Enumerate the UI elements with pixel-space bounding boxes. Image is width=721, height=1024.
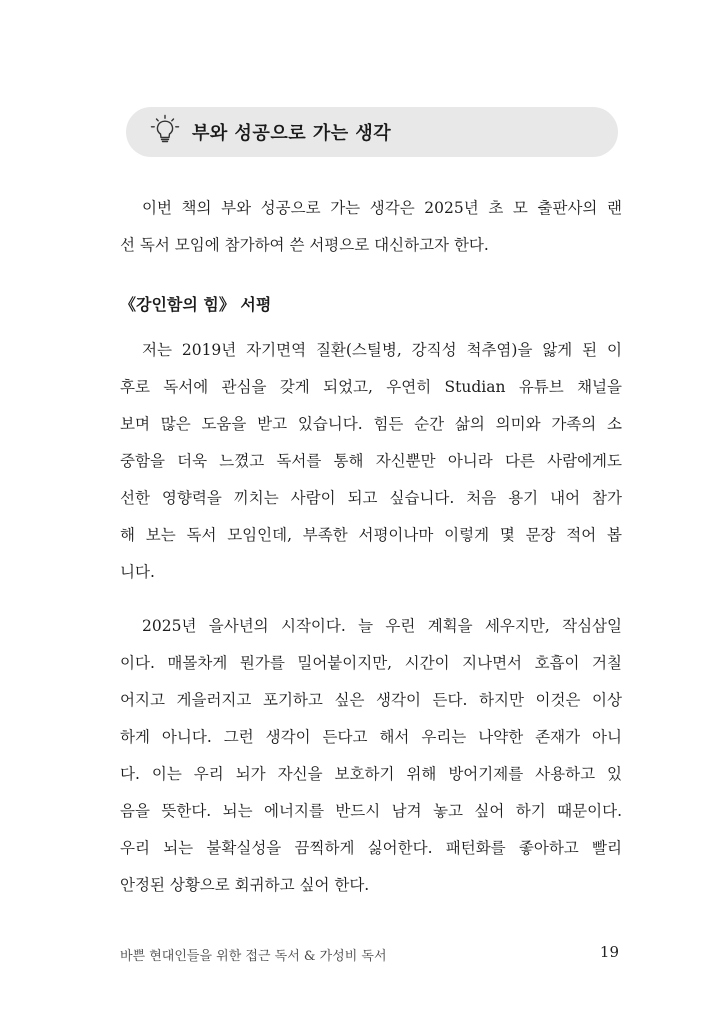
text-line: 다. 이는 우리 뇌가 자신을 보호하기 위해 방어기제를 사용하고 있 xyxy=(120,765,622,783)
banner-title: 부와 성공으로 가는 생각 xyxy=(192,123,392,144)
text-line: 우리 뇌는 불확실성을 끔찍하게 싫어한다. 패턴화를 좋아하고 빨리 xyxy=(120,839,622,857)
text-line: 이다. 매몰차게 뭔가를 밀어붙이지만, 시간이 지나면서 호흡이 거칠 xyxy=(120,654,622,672)
page-number: 19 xyxy=(599,943,619,961)
text-line: 선 독서 모임에 참가하여 쓴 서평으로 대신하고자 한다. xyxy=(120,236,489,254)
section-heading: 《강인함의 힘》 서평 xyxy=(120,295,272,314)
body-paragraph xyxy=(120,332,622,591)
text-line: 2025년 을사년의 시작이다. 늘 우린 계획을 세우지만, 작심삼일 xyxy=(142,617,622,635)
text-line: 안정된 상황으로 회귀하고 싶어 한다. xyxy=(120,876,370,894)
text-line: 보며 많은 도움을 받고 있습니다. 힘든 순간 삶의 의미와 가족의 소 xyxy=(120,415,622,433)
text-line: 중함을 더욱 느꼈고 독서를 통해 자신뿐만 아니라 다른 사람에게도 xyxy=(120,452,622,470)
text-line: 니다. xyxy=(120,563,155,581)
body-paragraph xyxy=(120,608,622,904)
text-line: 이번 책의 부와 성공으로 가는 생각은 2025년 초 모 출판사의 랜 xyxy=(142,199,622,217)
text-line: 해 보는 독서 모임인데, 부족한 서평이나마 이렇게 몇 문장 적어 봅 xyxy=(120,526,622,544)
running-footer-title: 바쁜 현대인들을 위한 접근 독서 & 가성비 독서 xyxy=(120,949,387,964)
text-line: 후로 독서에 관심을 갖게 되었고, 우연히 Studian 유튜브 채널을 xyxy=(120,378,622,396)
text-line: 선한 영향력을 끼치는 사람이 되고 싶습니다. 처음 용기 내어 참가 xyxy=(120,489,622,507)
text-line: 하게 아니다. 그런 생각이 든다고 해서 우리는 나약한 존재가 아니 xyxy=(120,728,622,746)
text-line: 음을 뜻한다. 뇌는 에너지를 반드시 남겨 놓고 싶어 하기 때문이다. xyxy=(120,802,622,820)
text-line: 어지고 게을러지고 포기하고 싶은 생각이 든다. 하지만 이것은 이상 xyxy=(120,691,622,709)
intro-paragraph xyxy=(120,190,622,264)
chapter-banner xyxy=(126,107,618,157)
text-line: 저는 2019년 자기면역 질환(스틸병, 강직성 척추염)을 앓게 된 이 xyxy=(142,341,622,359)
lightbulb-icon xyxy=(148,114,182,148)
